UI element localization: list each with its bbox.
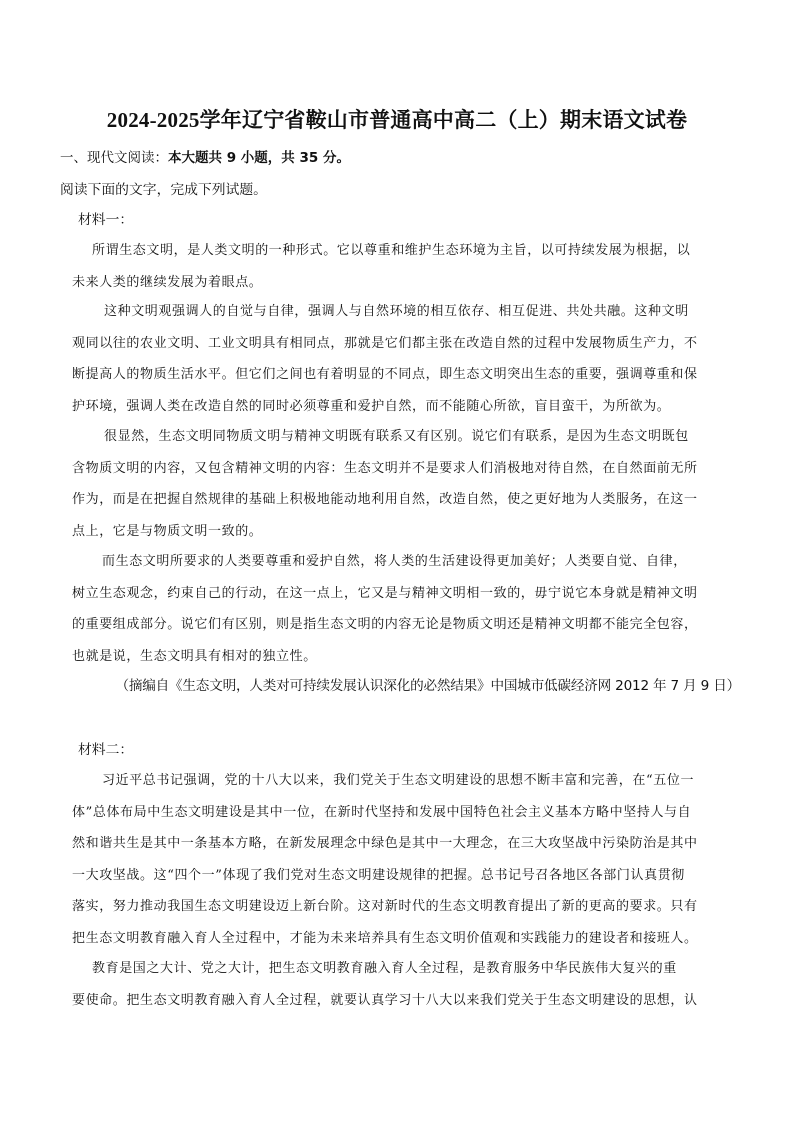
section-detail: 本大题共 9 小题，共 35 分。 bbox=[168, 150, 350, 166]
text-line: 含物质文明的内容，又包含精神文明的内容：生态文明并不是要求人们消极地对待自然，在自然面前无所 bbox=[72, 460, 698, 476]
text-line: 护环境，强调人类在改造自然的同时必须尊重和爱护自然，而不能随心所欲，盲目蛮干，为所欲为。 bbox=[72, 398, 671, 414]
text-line: 点上，它是与物质文明一致的。 bbox=[72, 523, 263, 539]
section-prefix: 一、现代文阅读： bbox=[60, 150, 168, 166]
material1-paragraph-2 bbox=[72, 296, 722, 422]
text-line: 体”总体布局中生态文明建设是其中一位，在新时代坚持和发展中国特色社会主义基本方略中坚持人与自 bbox=[72, 804, 692, 820]
material2-paragraph-1 bbox=[72, 765, 722, 954]
material2-heading: 材料二： bbox=[78, 742, 134, 758]
material2-paragraph-2 bbox=[72, 953, 722, 1016]
text-line: 要使命。把生态文明教育融入育人全过程，就要认真学习十八大以来我们党关于生态文明建设的思想，认 bbox=[72, 992, 698, 1008]
text-line: 断提高人的物质生活水平。但它们之间也有着明显的不同点，即生态文明突出生态的重要，强调尊重和保 bbox=[72, 367, 698, 382]
material1-paragraph-4 bbox=[72, 546, 722, 672]
text-line: 落实，努力推动我国生态文明建设迈上新台阶。这对新时代的生态文明教育提出了新的更高的要求。只有 bbox=[72, 899, 698, 914]
section-heading bbox=[60, 146, 794, 166]
text-line: 观同以往的农业文明、工业文明具有相同点，那就是它们都主张在改造自然的过程中发展物质生产力，不 bbox=[72, 335, 698, 351]
text-line: 也就是说，生态文明具有相对的独立性。 bbox=[72, 648, 317, 664]
text-line: 作为，而是在把握自然规律的基础上积极地能动地利用自然，改造自然，使之更好地为人类服务，在这一 bbox=[72, 492, 698, 507]
text-line: 未来人类的继续发展为着眼点。 bbox=[72, 274, 263, 290]
text-line: 的重要组成部分。说它们有区别，则是指生态文明的内容无论是物质文明还是精神文明都不能完全包容， bbox=[72, 617, 698, 632]
text-line: 很显然，生态文明同物质文明与精神文明既有联系又有区别。说它们有联系，是因为生态文明既包 bbox=[104, 429, 689, 444]
text-line: 而生态文明所要求的人类要尊重和爱护自然，将人类的生活建设得更加美好；人类要自觉、自律， bbox=[102, 554, 687, 569]
material1-source-citation: （摘编自《生态文明，人类对可持续发展认识深化的必然结果》中国城市低碳经济网 2012 年 7 月 9 日） bbox=[115, 678, 740, 694]
text-line: 习近平总书记强调，党的十八大以来，我们党关于生态文明建设的思想不断丰富和完善，在“五位一 bbox=[102, 773, 695, 788]
text-line: 一大攻坚战。这“四个一”体现了我们党对生态文明建设规律的把握。总书记号召各地区各部门认真贯彻 bbox=[72, 867, 685, 883]
text-line: 教育是国之大计、党之大计，把生态文明教育融入育人全过程，是教育服务中华民族伟大复兴的重 bbox=[92, 961, 677, 976]
reading-instruction: 阅读下面的文字，完成下列试题。 bbox=[60, 182, 267, 198]
text-line: 所谓生态文明，是人类文明的一种形式。它以尊重和维护生态环境为主旨，以可持续发展为根据，以 bbox=[92, 243, 691, 258]
text-line: 把生态文明教育融入育人全过程中，才能为未来培养具有生态文明价值观和实践能力的建设者和接班人。 bbox=[72, 930, 698, 946]
exam-title: 2024-2025学年辽宁省鞍山市普通高中高二（上）期末语文试卷 bbox=[106, 108, 688, 132]
text-line: 树立生态观念，约束自己的行动，在这一点上，它又是与精神文明相一致的，毋宁说它本身就是精神文明 bbox=[72, 585, 698, 601]
material1-heading: 材料一： bbox=[78, 212, 134, 228]
material1-paragraph-3 bbox=[72, 421, 722, 547]
material1-paragraph-1 bbox=[72, 235, 722, 298]
text-line: 这种文明观强调人的自觉与自律，强调人与自然环境的相互依存、相互促进、共处共融。这种文明 bbox=[104, 304, 689, 319]
text-line: 然和谐共生是其中一条基本方略，在新发展理念中绿色是其中一大理念，在三大攻坚战中污染防治是其中 bbox=[72, 836, 698, 851]
